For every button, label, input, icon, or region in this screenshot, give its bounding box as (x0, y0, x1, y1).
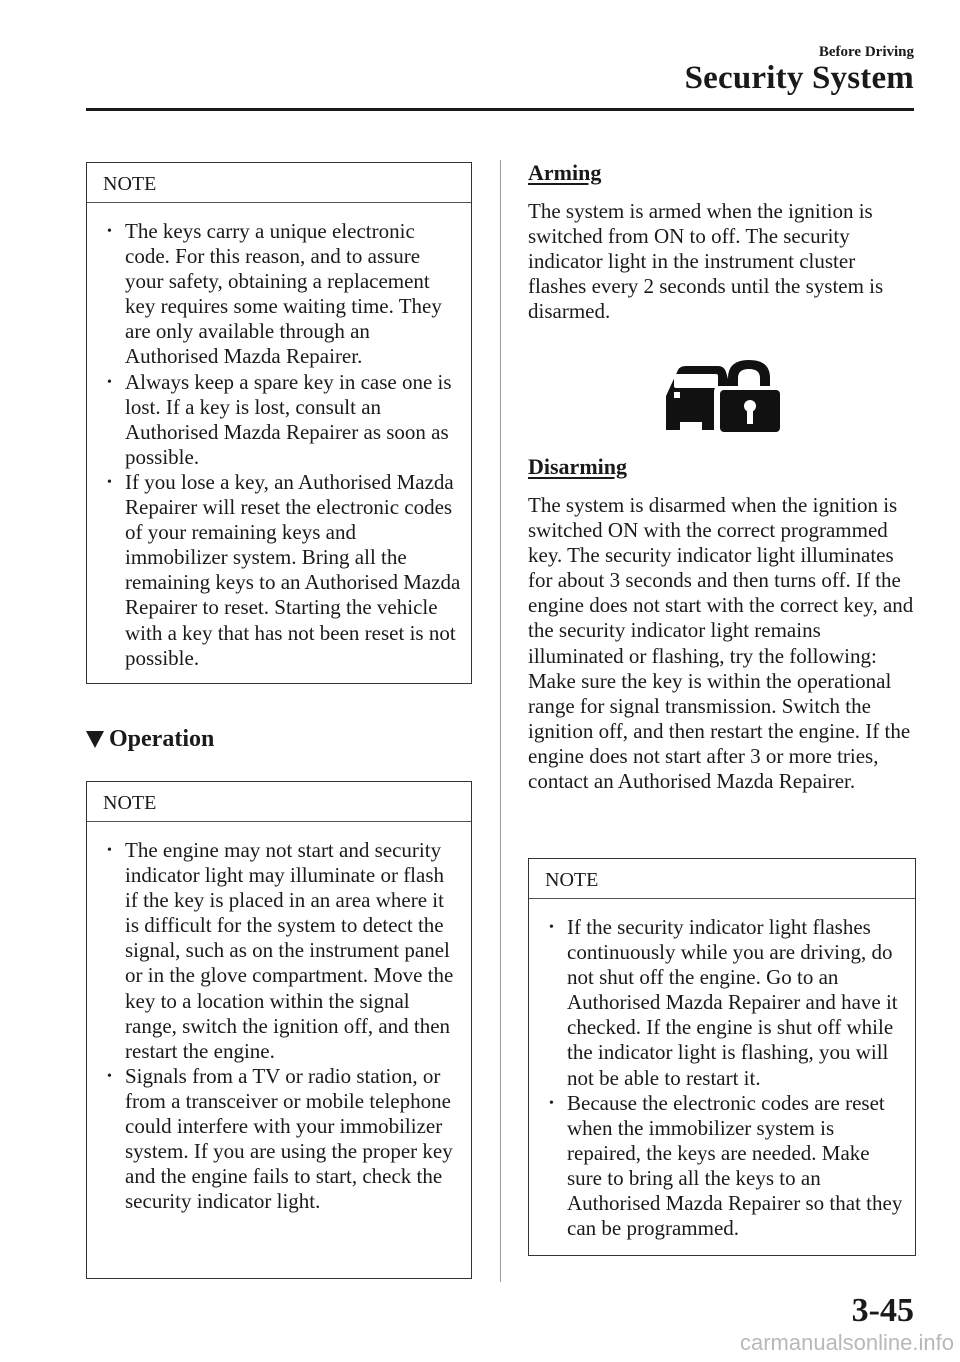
operation-heading-text: Operation (109, 726, 215, 752)
note-list (529, 899, 915, 1241)
list-item: • Signals from a TV or radio station, or from a transceiver or mobile telephone could interfere with your immobilizer system. If you are using the proper key and the engine fails to start, check the security indicator light. (101, 1064, 461, 1215)
security-indicator-icon (666, 356, 782, 432)
note-list (87, 822, 471, 1214)
note-box-signal (86, 781, 472, 1279)
disarming-heading: Disarming (528, 454, 627, 479)
note-title: NOTE (87, 163, 471, 203)
disarming-text: The system is disarmed when the ignition is switched ON with the correct programmed key. The security indicator light illuminates for about 3 seconds and then turns off. If the engine does not start with the correct key, and the security indicator light remains illuminated or flashing, try the following: Make sure the key is within the operational range for signal transmission. Switch the ignition off, and then restart the engine. If the engine does not start after 3 or more tries, contact an Authorised Mazda Repairer. (528, 493, 914, 794)
list-item: • If the security indicator light flashes continuously while you are driving, do not shut off the engine. Go to an Authorised Mazda Repairer and have it checked. If the engine is shut off while the indicator light is flashing, you will not be able to restart it. (543, 915, 905, 1091)
arming-heading: Arming (528, 160, 602, 185)
list-item: • If you lose a key, an Authorised Mazda Repairer will reset the electronic codes of your remaining keys and immobilizer system. Bring all the remaining keys to an Authorised Mazda Repairer to reset. Starting the vehicle with a key that has not been reset is not possible. (101, 470, 461, 671)
arming-text: The system is armed when the ignition is switched from ON to off. The security indicator light in the instrument cluster flashes every 2 seconds until the system is disarmed. (528, 199, 884, 324)
list-item: • Always keep a spare key in case one is lost. If a key is lost, consult an Authorised Mazda Repairer as soon as possible. (101, 370, 461, 470)
operation-heading (86, 726, 214, 753)
header-rule (86, 108, 914, 111)
list-item: • The keys carry a unique electronic code. For this reason, and to assure your safety, obtaining a replacement key requires some waiting time. They are only available through an Authorised Mazda Repairer. (101, 219, 461, 370)
list-item: • The engine may not start and security indicator light may illuminate or flash if the key is placed in an area where it is difficult for the system to detect the signal, such as on the instrument panel or in the glove compartment. Move the key to a location within the signal range, switch the ignition off, and then restart the engine. (101, 838, 461, 1064)
note-list (87, 203, 471, 671)
section-label: Before Driving (818, 44, 914, 60)
note-box-keys (86, 162, 472, 684)
column-divider (500, 160, 501, 1282)
list-item: • Because the electronic codes are reset when the immobilizer system is repaired, the keys are needed. Make sure to bring all the keys to an Authorised Mazda Repairer so that they can be programmed. (543, 1091, 905, 1242)
note-title: NOTE (87, 782, 471, 822)
note-title: NOTE (529, 859, 915, 899)
page-title: Security System (684, 60, 914, 96)
triangle-down-icon (86, 731, 104, 748)
watermark: carmanualsonline.info (739, 1330, 954, 1355)
note-box-flashing (528, 858, 916, 1256)
page-number: 3-45 (851, 1292, 914, 1329)
